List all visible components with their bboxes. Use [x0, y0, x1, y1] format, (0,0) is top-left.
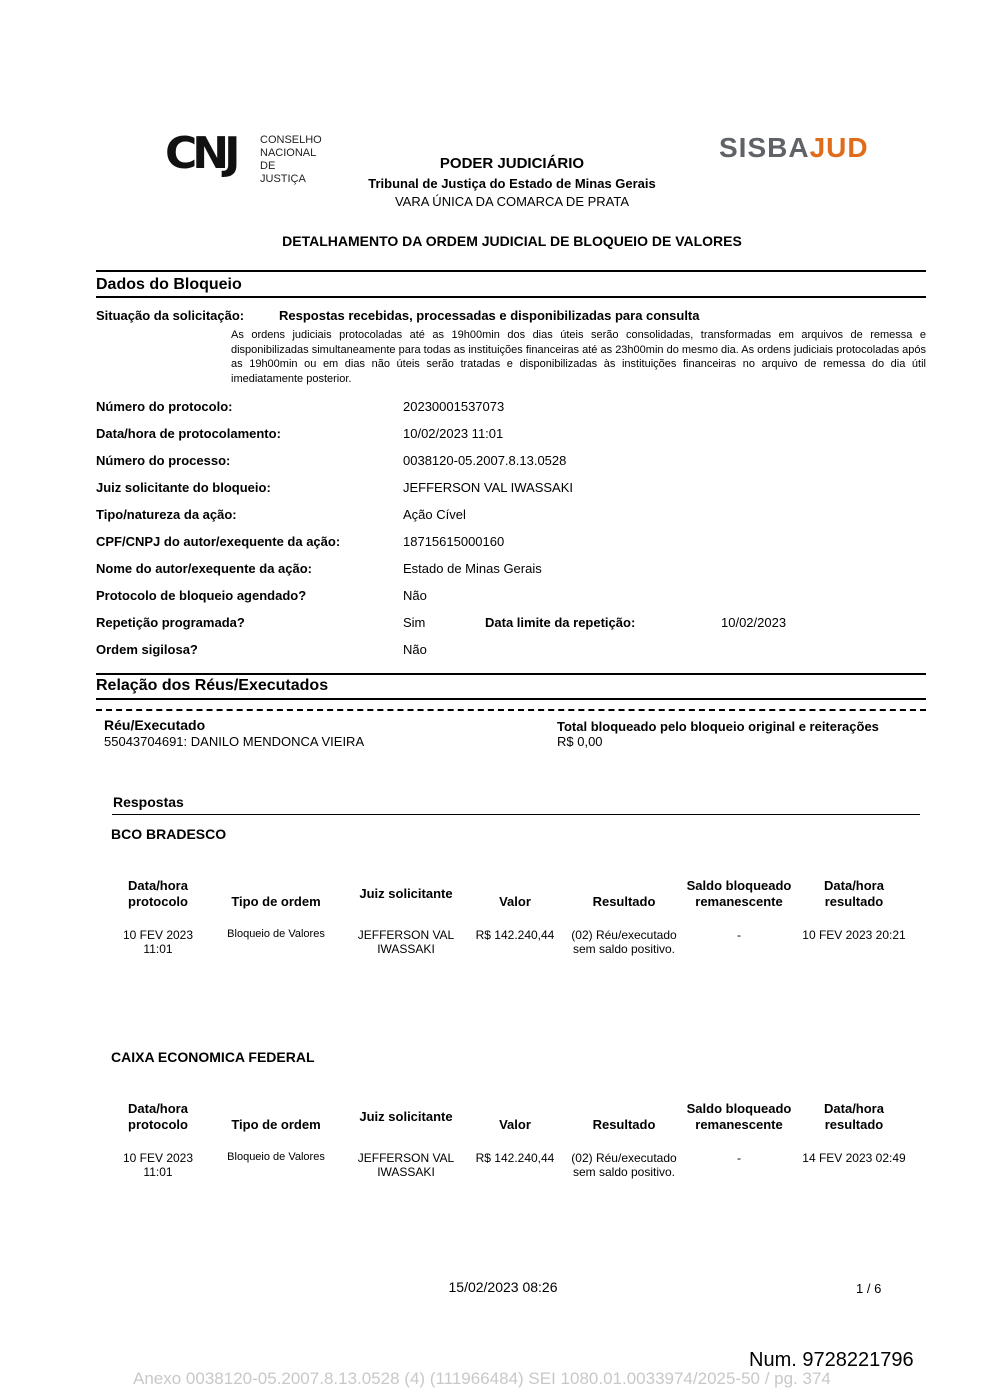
th-line: Saldo bloqueado [686, 878, 792, 893]
header-vara: VARA ÚNICA DA COMARCA DE PRATA [394, 194, 630, 209]
th-saldo [680, 1101, 798, 1133]
th-valor: Valor [499, 894, 531, 909]
th-line: Data/hora [824, 1101, 884, 1116]
watermark-text: Anexo 0038120-05.2007.8.13.0528 (4) (111966484) SEI 1080.01.0033974/2025-50 / pg. 374 [133, 1369, 831, 1388]
section-rule-bottom [96, 698, 926, 700]
situacao-value: Respostas recebidas, processadas e disponibilizadas para consulta [279, 308, 700, 323]
field-label: Número do protocolo: [96, 399, 233, 414]
th-juiz: Juiz solicitante [359, 886, 453, 901]
cnj-logo-mark: CNJ [165, 128, 236, 179]
td-tipo-ordem: Bloqueio de Valores [227, 1151, 325, 1163]
th-line: protocolo [128, 894, 188, 909]
field-value: Não [403, 588, 427, 603]
th-line: Data/hora [824, 878, 884, 893]
section-rule-bottom [96, 296, 926, 298]
footer-datetime: 15/02/2023 08:26 [448, 1279, 558, 1295]
td-line: sem saldo positivo. [572, 942, 676, 956]
th-juiz: Juiz solicitante [359, 1109, 453, 1124]
field-value: Estado de Minas Gerais [403, 561, 542, 576]
td-line: 10 FEV 2023 [122, 928, 194, 942]
td-valor: R$ 142.240,44 [475, 1151, 555, 1165]
field-label: Nome do autor/exequente da ação: [96, 561, 312, 576]
situacao-label: Situação da solicitação: [96, 308, 245, 323]
field-value: Sim [403, 615, 426, 630]
field-label: CPF/CNPJ do autor/exequente da ação: [96, 534, 341, 549]
field-value-secondary: 10/02/2023 [721, 615, 787, 630]
td-line: JEFFERSON VAL [357, 928, 455, 942]
th-line: Data/hora [128, 1101, 188, 1116]
th-data-protocolo [108, 878, 208, 910]
total-bloqueado-header: Total bloqueado pelo bloqueio original e reiterações [557, 719, 879, 734]
td-resultado [568, 928, 680, 956]
reu-header: Réu/Executado [104, 717, 206, 733]
th-line: resultado [824, 1117, 884, 1132]
field-label: Ordem sigilosa? [96, 642, 198, 657]
td-data-protocolo [108, 928, 208, 956]
td-line: IWASSAKI [377, 942, 435, 956]
document-number: Num. 9728221796 [749, 1349, 914, 1371]
cnj-logo-line: DE JUSTIÇA [260, 160, 306, 185]
header-poder: PODER JUDICIÁRIO [439, 155, 585, 172]
th-saldo [680, 878, 798, 910]
th-data-resultado [800, 1101, 908, 1133]
field-value: 10/02/2023 11:01 [403, 426, 504, 441]
field-label: Protocolo de bloqueio agendado? [96, 588, 307, 603]
td-resultado [568, 1151, 680, 1179]
respostas-title: Respostas [113, 794, 184, 810]
section-title-reus: Relação dos Réus/Executados [96, 677, 329, 694]
th-line: protocolo [128, 1117, 188, 1132]
field-label-secondary: Data limite da repetição: [485, 615, 636, 630]
th-tipo-ordem: Tipo de ordem [231, 1117, 321, 1132]
th-resultado: Resultado [592, 1117, 656, 1132]
th-valor: Valor [499, 1117, 531, 1132]
td-saldo: - [737, 928, 741, 942]
bank-name: CAIXA ECONOMICA FEDERAL [111, 1049, 315, 1065]
td-line: 10 FEV 2023 [122, 1151, 194, 1165]
sisbajud-logo-part2: JUD [809, 132, 869, 163]
th-resultado: Resultado [592, 894, 656, 909]
th-line: resultado [824, 894, 884, 909]
td-saldo: - [737, 1151, 741, 1165]
cnj-logo-line: NACIONAL [260, 147, 317, 159]
document-title: DETALHAMENTO DA ORDEM JUDICIAL DE BLOQUEIO DE VALORES [282, 233, 742, 249]
header-tribunal: Tribunal de Justiça do Estado de Minas Gerais [368, 176, 656, 191]
td-tipo-ordem: Bloqueio de Valores [227, 928, 325, 940]
field-value: Não [403, 642, 427, 657]
cnj-logo-line: CONSELHO [260, 134, 322, 146]
th-line: Saldo bloqueado [686, 1101, 792, 1116]
field-label: Tipo/natureza da ação: [96, 507, 237, 522]
field-value: 18715615000160 [403, 534, 505, 549]
field-value: JEFFERSON VAL IWASSAKI [403, 480, 573, 495]
field-label: Data/hora de protocolamento: [96, 426, 281, 441]
field-value: 0038120-05.2007.8.13.0528 [403, 453, 567, 468]
field-label: Juiz solicitante do bloqueio: [96, 480, 271, 495]
total-bloqueado-value: R$ 0,00 [557, 734, 603, 749]
field-label: Número do processo: [96, 453, 231, 468]
td-valor: R$ 142.240,44 [475, 928, 555, 942]
td-line: IWASSAKI [377, 1165, 435, 1179]
page-number: 1 / 6 [856, 1281, 882, 1296]
dashed-divider [96, 709, 926, 711]
field-value: 20230001537073 [403, 399, 505, 414]
th-data-resultado [800, 878, 908, 910]
td-data-protocolo [108, 1151, 208, 1179]
th-line: remanescente [695, 894, 783, 909]
bank-name: BCO BRADESCO [111, 826, 227, 842]
section-rule-top [96, 270, 926, 272]
sisbajud-logo-part1: SISBA [719, 132, 810, 163]
reu-value: 55043704691: DANILO MENDONCA VIEIRA [104, 734, 365, 749]
td-line: 11:01 [143, 1165, 173, 1179]
th-data-protocolo [108, 1101, 208, 1133]
th-line: Data/hora [128, 878, 188, 893]
td-data-resultado: 10 FEV 2023 20:21 [802, 928, 906, 942]
td-juiz [346, 928, 466, 956]
field-label: Repetição programada? [96, 615, 245, 630]
td-line: JEFFERSON VAL [357, 1151, 455, 1165]
td-line: sem saldo positivo. [572, 1165, 676, 1179]
situacao-note: As ordens judiciais protocoladas até as 19h00min dos dias úteis serão consolidadas, transformadas em arquivos de remessa e disponibilizadas simultaneamente para todas as instituições financeiras até as 23h00min do mesmo dia. As ordens judiciais protocoladas após as 19h00min ou em dias não úteis serão tratadas e disponibilizadas às instituições financeiras no arquivo de remessa do dia útil imediatamente posterior. [231, 329, 926, 385]
section-title-dados: Dados do Bloqueio [96, 276, 242, 293]
section-rule-top [96, 673, 926, 675]
td-data-resultado: 14 FEV 2023 02:49 [802, 1151, 906, 1165]
th-line: remanescente [695, 1117, 783, 1132]
th-tipo-ordem: Tipo de ordem [231, 894, 321, 909]
td-line: 11:01 [143, 942, 173, 956]
td-juiz [346, 1151, 466, 1179]
field-value: Ação Cível [403, 507, 466, 522]
td-line: (02) Réu/executado [571, 1151, 677, 1165]
respostas-rule [112, 814, 920, 815]
td-line: (02) Réu/executado [571, 928, 677, 942]
